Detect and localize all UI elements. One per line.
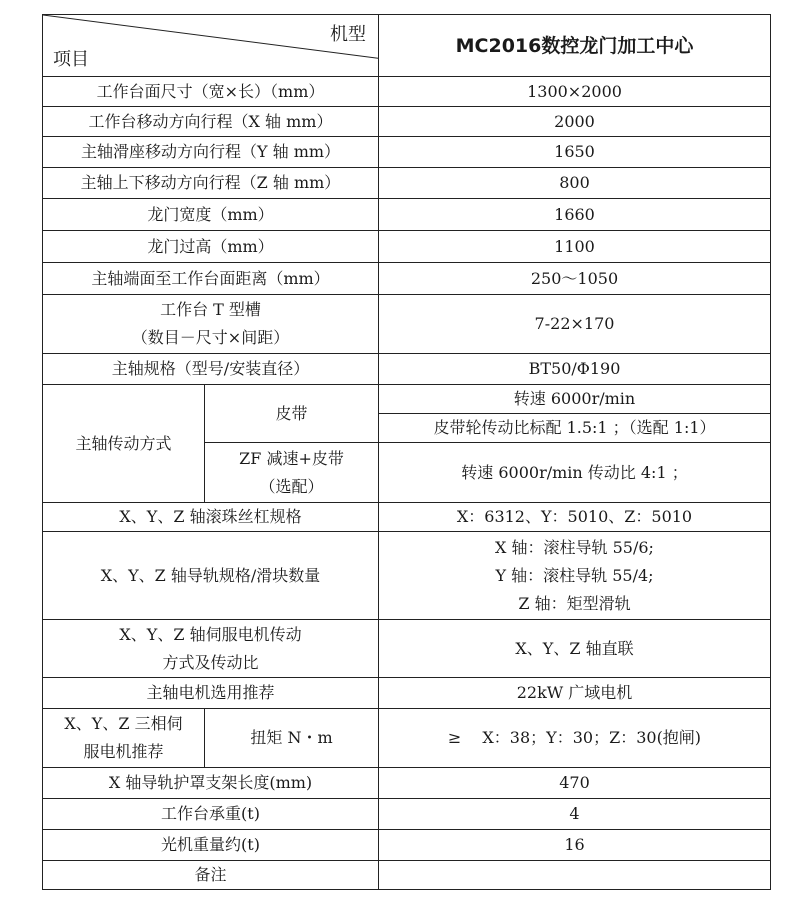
table-row-t-slot — [43, 295, 771, 354]
guide-rail-value — [379, 532, 771, 620]
t-slot-label — [43, 295, 379, 354]
servo-motor-value: ≥ X：38；Y：30；Z：30(抱闸) — [379, 709, 771, 768]
row-value: 1650 — [379, 137, 771, 168]
row-label: 工作台移动方向行程（X 轴 mm） — [43, 107, 379, 137]
spindle-spec-label: 主轴规格（型号/安装直径） — [43, 354, 379, 385]
row-value: 2000 — [379, 107, 771, 137]
row-value: 470 — [379, 768, 771, 799]
row-label: 龙门过高（mm） — [43, 231, 379, 263]
table-row-remarks — [43, 861, 771, 890]
row-value: 1100 — [379, 231, 771, 263]
corner-header-cell — [43, 15, 379, 77]
table-row-guide-rail — [43, 532, 771, 620]
table-row — [43, 503, 771, 532]
table-row — [43, 354, 771, 385]
row-label: 光机重量约(t) — [43, 830, 379, 861]
zf-label-line2: （选配） — [259, 476, 324, 496]
servo-motor-label — [43, 709, 205, 768]
row-label: 主轴上下移动方向行程（Z 轴 mm） — [43, 168, 379, 199]
table-row — [43, 830, 771, 861]
servo-drive-value: X、Y、Z 轴直联 — [379, 620, 771, 678]
servo-motor-label-line1: X、Y、Z 三相伺 — [64, 714, 183, 733]
table-row — [43, 168, 771, 199]
table-row — [43, 231, 771, 263]
table-row — [43, 263, 771, 295]
row-value: 16 — [379, 830, 771, 861]
spindle-drive-row-1 — [43, 385, 771, 414]
servo-drive-label-line1: X、Y、Z 轴伺服电机传动 — [119, 624, 302, 644]
row-value: 1300×2000 — [379, 77, 771, 107]
row-label: X 轴导轨护罩支架长度(mm) — [43, 768, 379, 799]
t-slot-label-line2: （数目－尺寸×间距） — [131, 328, 290, 347]
row-label: 工作台承重(t) — [43, 799, 379, 830]
table-row-servo-drive — [43, 620, 771, 678]
spec-table — [42, 14, 771, 890]
servo-motor-label-line2: 服电机推荐 — [83, 742, 164, 761]
zf-label-line1: ZF 减速+皮带 — [239, 448, 344, 468]
spindle-motor-label: 主轴电机选用推荐 — [43, 678, 379, 709]
corner-item-label: 项目 — [53, 49, 89, 70]
belt-ratio-value: 皮带轮传动比标配 1.5:1 ；（选配 1:1） — [379, 414, 771, 443]
table-row — [43, 768, 771, 799]
ball-screw-label: X、Y、Z 轴滚珠丝杠规格 — [43, 503, 379, 532]
t-slot-label-line1: 工作台 T 型槽 — [160, 300, 261, 319]
row-label: 工作台面尺寸（宽×长）（mm） — [43, 77, 379, 107]
row-value: 250～1050 — [379, 263, 771, 295]
servo-drive-label — [43, 620, 379, 678]
spindle-motor-value: 22kW 广域电机 — [379, 678, 771, 709]
guide-rail-y: Y 轴：滚柱导轨 55/4; — [495, 565, 654, 585]
table-row — [43, 77, 771, 107]
diagonal-divider — [43, 15, 378, 76]
guide-rail-label: X、Y、Z 轴导轨规格/滑块数量 — [43, 532, 379, 620]
table-row — [43, 678, 771, 709]
corner-model-label: 机型 — [330, 24, 366, 45]
guide-rail-x: X 轴：滚柱导轨 55/6; — [495, 537, 654, 557]
guide-rail-z: Z 轴：矩型滑轨 — [518, 593, 631, 613]
table-row — [43, 799, 771, 830]
table-row-servo-motor — [43, 709, 771, 768]
table-row — [43, 107, 771, 137]
spindle-spec-value: BT50/Φ190 — [379, 354, 771, 385]
row-label: 主轴端面至工作台面距离（mm） — [43, 263, 379, 295]
row-value: 4 — [379, 799, 771, 830]
row-value: 1660 — [379, 199, 771, 231]
spindle-drive-label: 主轴传动方式 — [43, 385, 205, 503]
row-label: 主轴滑座移动方向行程（Y 轴 mm） — [43, 137, 379, 168]
model-title: MC2016数控龙门加工中心 — [379, 15, 771, 77]
row-value: 800 — [379, 168, 771, 199]
ball-screw-value: X：6312、Y：5010、Z：5010 — [379, 503, 771, 532]
row-label: 龙门宽度（mm） — [43, 199, 379, 231]
table-row — [43, 199, 771, 231]
belt-speed-value: 转速 6000r/min — [379, 385, 771, 414]
belt-label: 皮带 — [205, 385, 379, 443]
header-row — [43, 15, 771, 77]
servo-drive-label-line2: 方式及传动比 — [162, 652, 259, 672]
table-row — [43, 137, 771, 168]
zf-label — [205, 443, 379, 503]
remarks-value — [379, 861, 771, 890]
zf-value: 转速 6000r/min 传动比 4:1 ； — [379, 443, 771, 503]
t-slot-value: 7-22×170 — [379, 295, 771, 354]
remarks-label: 备注 — [43, 861, 379, 890]
servo-motor-sub-label: 扭矩 N・m — [205, 709, 379, 768]
